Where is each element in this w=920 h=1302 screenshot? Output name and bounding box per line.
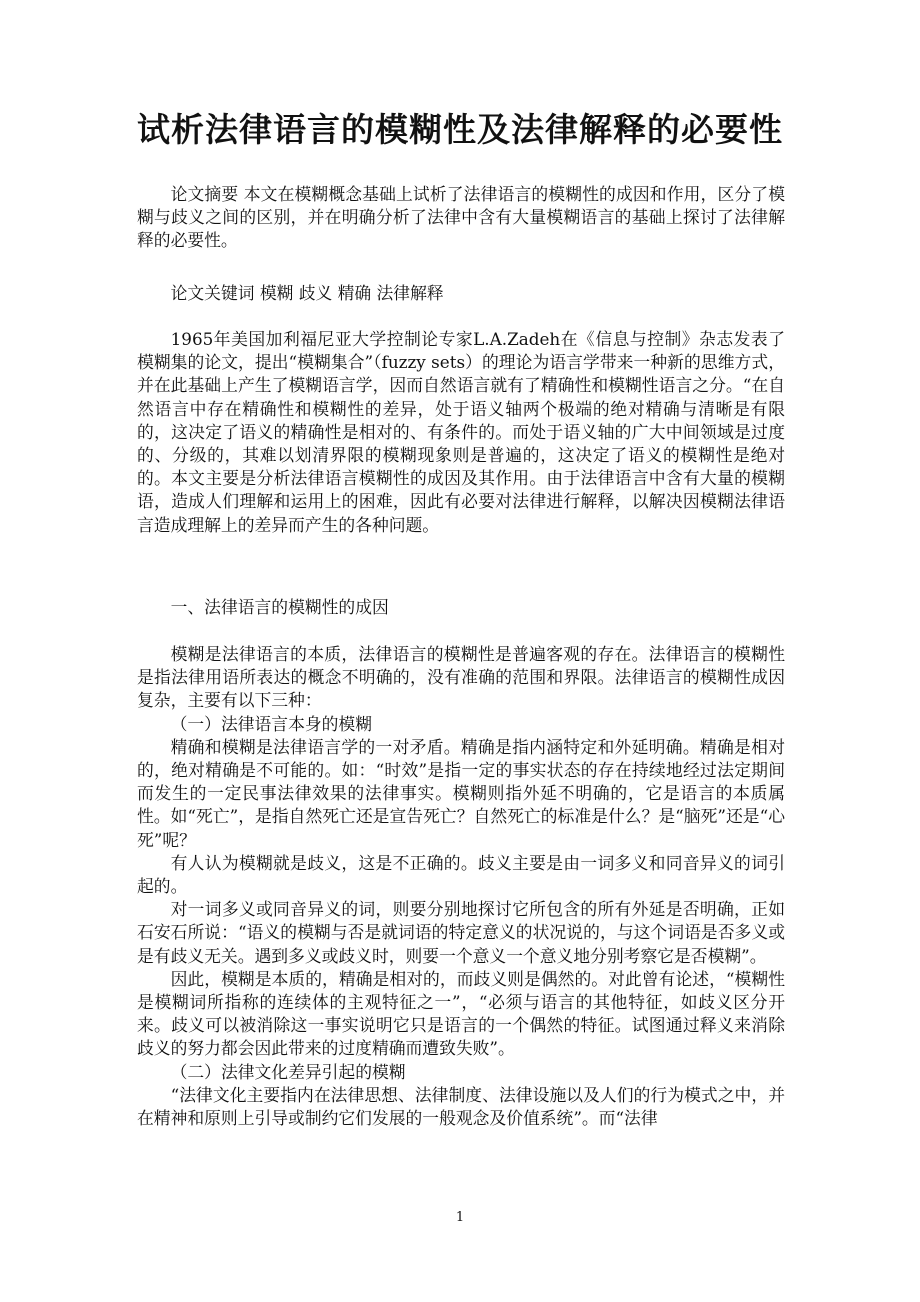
subsection1-paragraph-1: 精确和模糊是法律语言学的一对矛盾。精确是指内涵特定和外延明确。精确是相对的，绝对精确是不可能的。如：“时效”是指一定的事实状态的存在持续地经过法定期间而发生的一定民事法律效果的法律事实。模糊则指外延不明确的，它是语言的本质属性。如“死亡”，是指自然死亡还是宣告死亡？自然死亡的标准是什么？是“脑死”还是“心死”呢？	[137, 736, 785, 850]
subsection2-paragraph-1: “法律文化主要指内在法律思想、法律制度、法律设施以及人们的行为模式之中，并在精神和原则上引导或制约它们发展的一般观念及价值系统”。而“法律	[137, 1084, 785, 1129]
subsection1-paragraph-3: 对一词多义或同音异义的词，则要分别地探讨它所包含的所有外延是否明确，正如石安石所说：“语义的模糊与否是就词语的特定意义的状况说的，与这个词语是否多义或是有歧义无关。遇到多义或歧义时，则要一个意义一个意义地分别考察它是否模糊”。	[137, 899, 785, 966]
abstract-paragraph: 论文摘要 本文在模糊概念基础上试析了法律语言的模糊性的成因和作用，区分了模糊与歧义之间的区别，并在明确分析了法律中含有大量模糊语言的基础上探讨了法律解释的必要性。	[137, 184, 785, 251]
intro-section	[137, 328, 785, 537]
intro-paragraph: 1965年美国加利福尼亚大学控制论专家L.A.Zadeh在《信息与控制》杂志发表了模糊集的论文，提出“模糊集合”（fuzzy sets）的理论为语言学带来一种新的思维方式，并在此基础上产生了模糊语言学，因而自然语言就有了精确性和模糊性语言之分。“在自然语言中存在精确性和模糊性的差异，处于语义轴两个极端的绝对精确与清晰是有限的，这决定了语义的精确性是相对的、有条件的。而处于语义轴的广大中间领域是过度的、分级的，其难以划清界限的模糊现象则是普遍的，这决定了语义的模糊性是绝对的。本文主要是分析法律语言模糊性的成因及其作用。由于法律语言中含有大量的模糊语，造成人们理解和运用上的困难，因此有必要对法律进行解释，以解决因模糊法律语言造成理解上的差异而产生的各种问题。	[137, 329, 785, 535]
abstract-section	[137, 183, 785, 253]
page-number: 1	[455, 1210, 465, 1225]
subsection1-paragraph-4: 因此，模糊是本质的，精确是相对的，而歧义则是偶然的。对此曾有论述，“模糊性是模糊词所指称的连续体的主观特征之一”，“必须与语言的其他特征，如歧义区分开来。歧义可以被消除这一事实说明它只是语言的一个偶然的特征。试图通过释义来消除歧义的努力都会因此带来的过度精确而遭致失败”。	[137, 968, 785, 1059]
keywords-section	[137, 282, 785, 305]
main-body	[137, 643, 785, 1130]
subsection1-heading: （一）法律语言本身的模糊	[170, 713, 372, 734]
keywords-paragraph: 论文关键词 模糊 歧义 精确 法律解释	[170, 283, 444, 303]
section1-heading: 一、法律语言的模糊性的成因	[170, 597, 389, 617]
subsection1-paragraph-2: 有人认为模糊就是歧义，这是不正确的。歧义主要是由一词多义和同音异义的词引起的。	[137, 852, 785, 897]
section1-intro-paragraph: 模糊是法律语言的本质，法律语言的模糊性是普遍客观的存在。法律语言的模糊性是指法律用语所表达的概念不明确的，没有准确的范围和界限。法律语言的模糊性成因复杂，主要有以下三种：	[137, 644, 785, 711]
section1-heading-block	[137, 596, 785, 619]
page-title: 试析法律语言的模糊性及法律解释的必要性	[137, 110, 783, 149]
subsection2-heading: （二）法律文化差异引起的模糊	[170, 1061, 406, 1082]
